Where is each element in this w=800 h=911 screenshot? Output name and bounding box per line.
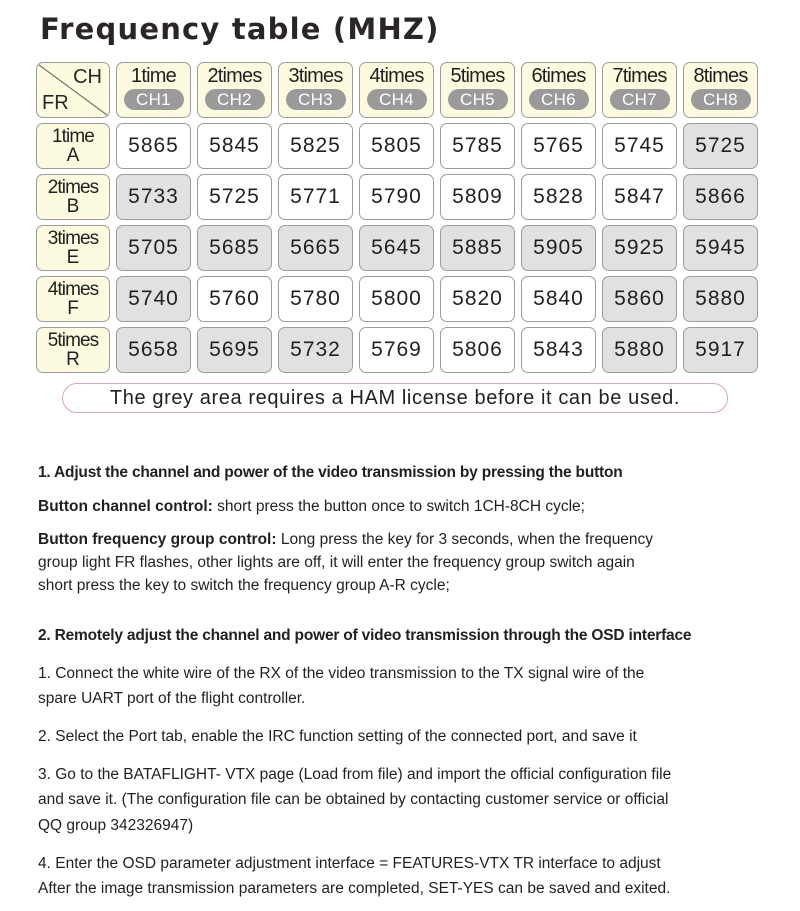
step1-line2: spare UART port of the flight controller. (38, 690, 306, 707)
column-header-ch2 (197, 62, 272, 118)
frequency-cell (116, 174, 191, 221)
frequency-value: 5645 (371, 235, 422, 259)
channel-control-text: short press the button once to switch 1CH-8CH cycle; (212, 498, 585, 515)
frequency-value: 5695 (209, 337, 260, 361)
column-header-ch1 (116, 62, 191, 118)
frequency-value: 5905 (533, 235, 584, 259)
channel-badge: CH8 (691, 89, 751, 110)
frequency-value: 5865 (128, 133, 179, 157)
frequency-cell (683, 174, 758, 221)
frequency-cell (683, 327, 758, 374)
frequency-cell (440, 123, 515, 170)
frequency-cell (197, 327, 272, 374)
frequency-value: 5658 (128, 337, 179, 361)
group-control-text-3: short press the key to switch the frequency group A-R cycle; (38, 577, 450, 594)
step1-line1: 1. Connect the white wire of the RX of the video transmission to the TX signal wire of the (38, 665, 645, 682)
column-header-ch4 (359, 62, 434, 118)
frequency-cell (359, 174, 434, 221)
frequency-value: 5705 (128, 235, 179, 259)
frequency-value: 5809 (452, 184, 503, 208)
frequency-value: 5880 (614, 337, 665, 361)
column-times-label: 7times (612, 65, 667, 87)
group-control-text-2: group light FR flashes, other lights are off, it will enter the frequency group switch again (38, 554, 635, 571)
row-times-label: 5times (47, 329, 99, 351)
frequency-cell (116, 276, 191, 323)
frequency-value: 5745 (614, 133, 665, 157)
row-header-r (36, 327, 110, 374)
frequency-value: 5805 (371, 133, 422, 157)
frequency-cell (521, 123, 596, 170)
frequency-value: 5760 (209, 286, 260, 310)
frequency-value: 5769 (371, 337, 422, 361)
group-control-label: Button frequency group control: (38, 531, 277, 548)
channel-badge: CH2 (205, 89, 265, 110)
row-header-f (36, 276, 110, 323)
frequency-cell (359, 327, 434, 374)
frequency-value: 5847 (614, 184, 665, 208)
frequency-value: 5790 (371, 184, 422, 208)
frequency-value: 5665 (290, 235, 341, 259)
channel-badge: CH5 (448, 89, 508, 110)
step3-line2: and save it. (The configuration file can be obtained by contacting customer service or official (38, 791, 669, 808)
channel-badge: CH1 (124, 89, 184, 110)
frequency-cell (602, 174, 677, 221)
frequency-cell (116, 327, 191, 374)
frequency-value: 5725 (695, 133, 746, 157)
frequency-cell (440, 225, 515, 272)
channel-control-line (38, 498, 585, 516)
frequency-cell (602, 327, 677, 374)
step4-line2: After the image transmission parameters are completed, SET-YES can be saved and exited. (38, 880, 671, 897)
group-control-text-1: Long press the key for 3 seconds, when the frequency (276, 531, 654, 548)
frequency-value: 5732 (290, 337, 341, 361)
frequency-value: 5880 (695, 286, 746, 310)
frequency-cell (278, 327, 353, 374)
frequency-cell (278, 276, 353, 323)
frequency-value: 5765 (533, 133, 584, 157)
channel-badge: CH3 (286, 89, 346, 110)
channel-badge: CH6 (529, 89, 589, 110)
frequency-value: 5925 (614, 235, 665, 259)
frequency-value: 5828 (533, 184, 584, 208)
step3-line3: QQ group 342326947) (38, 817, 194, 834)
frequency-cell (683, 276, 758, 323)
frequency-cell (602, 276, 677, 323)
frequency-value: 5845 (209, 133, 260, 157)
frequency-value: 5785 (452, 133, 503, 157)
row-band-letter: A (66, 144, 80, 166)
frequency-cell (440, 276, 515, 323)
row-times-label: 3times (47, 227, 99, 249)
frequency-cell (521, 225, 596, 272)
column-header-ch5 (440, 62, 515, 118)
channel-badge: CH4 (367, 89, 427, 110)
frequency-cell (521, 327, 596, 374)
column-header-ch7 (602, 62, 677, 118)
frequency-value: 5740 (128, 286, 179, 310)
frequency-cell (197, 174, 272, 221)
step2-line: 2. Select the Port tab, enable the IRC function setting of the connected port, and save it (38, 728, 637, 745)
frequency-value: 5945 (695, 235, 746, 259)
column-times-label: 5times (450, 65, 505, 87)
row-band-letter: F (67, 297, 79, 319)
row-band-letter: E (66, 246, 80, 268)
frequency-cell (359, 225, 434, 272)
frequency-cell (440, 174, 515, 221)
column-header-ch6 (521, 62, 596, 118)
row-header-e (36, 225, 110, 272)
frequency-cell (278, 174, 353, 221)
frequency-value: 5800 (371, 286, 422, 310)
column-times-label: 8times (693, 65, 748, 87)
frequency-value: 5771 (290, 184, 341, 208)
frequency-value: 5860 (614, 286, 665, 310)
frequency-value: 5840 (533, 286, 584, 310)
frequency-cell (197, 123, 272, 170)
frequency-value: 5820 (452, 286, 503, 310)
frequency-cell (602, 123, 677, 170)
section1-heading: 1. Adjust the channel and power of the video transmission by pressing the button (38, 464, 623, 481)
frequency-value: 5733 (128, 184, 179, 208)
column-times-label: 6times (531, 65, 586, 87)
frequency-cell (440, 327, 515, 374)
row-band-letter: B (66, 195, 80, 217)
frequency-cell (278, 123, 353, 170)
frequency-value: 5685 (209, 235, 260, 259)
frequency-cell (521, 276, 596, 323)
frequency-table (36, 62, 758, 373)
channel-control-label: Button channel control: (38, 498, 213, 515)
row-header-b (36, 174, 110, 221)
ham-license-notice: The grey area requires a HAM license before it can be used. (62, 383, 728, 413)
frequency-value: 5917 (695, 337, 746, 361)
frequency-cell (359, 276, 434, 323)
channel-badge: CH7 (610, 89, 670, 110)
frequency-value: 5825 (290, 133, 341, 157)
frequency-cell (116, 225, 191, 272)
frequency-value: 5885 (452, 235, 503, 259)
frequency-cell (359, 123, 434, 170)
frequency-cell (521, 174, 596, 221)
column-times-label: 1time (131, 65, 176, 87)
fr-axis-label: FR (42, 92, 69, 114)
column-header-ch8 (683, 62, 758, 118)
step3-line1: 3. Go to the BATAFLIGHT- VTX page (Load from file) and import the official configuration file (38, 766, 672, 783)
page-title: Frequency table (MHZ) (40, 12, 440, 46)
column-times-label: 4times (369, 65, 424, 87)
frequency-cell (683, 123, 758, 170)
frequency-cell (278, 225, 353, 272)
frequency-cell (197, 276, 272, 323)
section2-heading: 2. Remotely adjust the channel and power of video transmission through the OSD interface (38, 627, 692, 644)
group-control-line (38, 531, 653, 549)
row-times-label: 1time (52, 125, 94, 147)
row-band-letter: R (66, 348, 80, 370)
frequency-value: 5725 (209, 184, 260, 208)
frequency-value: 5806 (452, 337, 503, 361)
frequency-cell (197, 225, 272, 272)
frequency-cell (116, 123, 191, 170)
column-times-label: 2times (207, 65, 262, 87)
frequency-cell (602, 225, 677, 272)
step4-line1: 4. Enter the OSD parameter adjustment interface = FEATURES-VTX TR interface to adjust (38, 855, 661, 872)
row-times-label: 2times (47, 176, 99, 198)
column-header-ch3 (278, 62, 353, 118)
row-header-a (36, 123, 110, 170)
ch-axis-label: CH (73, 66, 102, 88)
frequency-cell (683, 225, 758, 272)
corner-header-cell (36, 62, 110, 118)
column-times-label: 3times (288, 65, 343, 87)
row-times-label: 4times (47, 278, 99, 300)
frequency-value: 5843 (533, 337, 584, 361)
frequency-value: 5866 (695, 184, 746, 208)
frequency-value: 5780 (290, 286, 341, 310)
